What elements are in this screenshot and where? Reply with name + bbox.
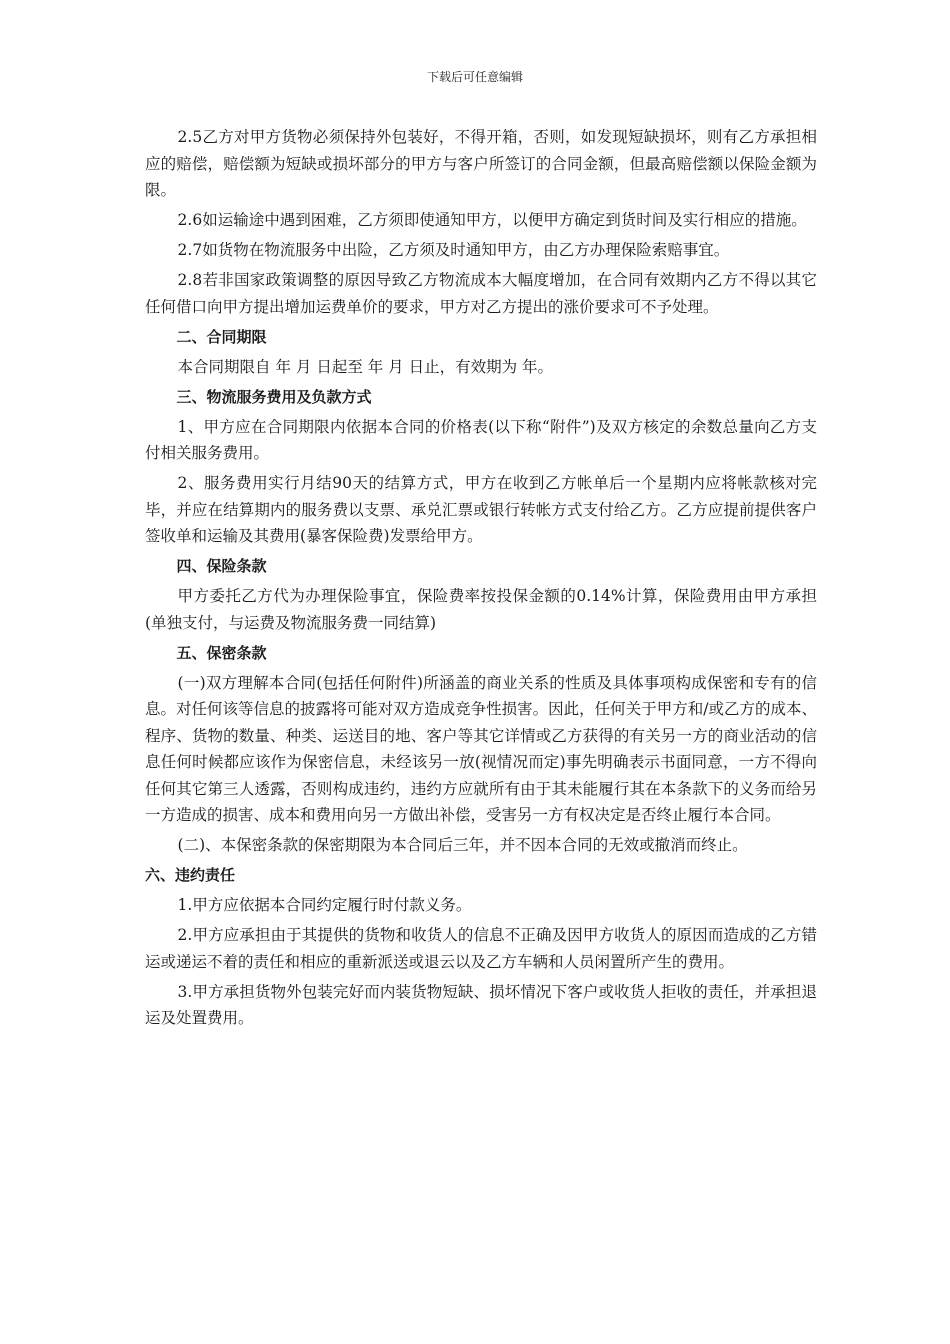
fees-clause-1: 1、甲方应在合同期限内依据本合同的价格表(以下称“附件”)及双方核定的余数总量向乙方支付相关服务费用。: [145, 417, 817, 462]
section-heading-insurance: 四、保险条款: [176, 557, 267, 575]
liability-clause-2: 2.甲方应承担由于其提供的货物和收货人的信息不正确及因甲方收货人的原因而造成的乙方错运或递运不着的责任和相应的重新派送或退云以及乙方车辆和人员闲置所产生的费用。: [145, 926, 817, 971]
page-header: 下载后可任意编辑: [426, 70, 523, 84]
insurance-paragraph: 甲方委托乙方代为办理保险事宜，保险费率按投保金额的0.14%计算，保险费用由甲方承担(单独支付，与运费及物流服务费一同结算): [145, 587, 817, 632]
confidentiality-clause-1: (一)双方理解本合同(包括任何附件)所涵盖的商业关系的性质及具体事项构成保密和专有的信息。对任何该等信息的披露将可能对双方造成竞争性损害。因此，任何关于甲方和/或乙方的成本、程序、货物的数量、种类、运送目的地、客户等其它详情或乙方获得的有关另一方的商业活动的信息任何时候都应该作为保密信息，未经该另一放(视情况而定)事先明确表示书面同意，一方不得向任何其它第三人透露，否则构成违约，违约方应就所有由于其未能履行其在本条款下的义务而给另一方造成的损害、成本和费用向另一方做出补偿，受害另一方有权决定是否终止履行本合同。: [145, 673, 817, 824]
clause-2-5: 2.5乙方对甲方货物必须保持外包装好，不得开箱，否则，如发现短缺损坏，则有乙方承担相应的赔偿，赔偿额为短缺或损坏部分的甲方与客户所签订的合同金额，但最高赔偿额以保险金额为限。: [145, 128, 817, 199]
confidentiality-clause-2: (二)、本保密条款的保密期限为本合同后三年，并不因本合同的无效或撤消而终止。: [177, 836, 748, 854]
section-heading-liability: 六、违约责任: [145, 866, 236, 884]
clause-2-7: 2.7如货物在物流服务中出险，乙方须及时通知甲方，由乙方办理保险索赔事宜。: [177, 241, 730, 259]
liability-clause-3: 3.甲方承担货物外包装完好而内装货物短缺、损坏情况下客户或收货人拒收的责任，并承担退运及处置费用。: [145, 982, 817, 1027]
fees-clause-2: 2、服务费用实行月结90天的结算方式，甲方在收到乙方帐单后一个星期内应将帐款核对完毕，并应在结算期内的服务费以支票、承兑汇票或银行转帐方式支付给乙方。乙方应提前提供客户签收单和运输及其费用(暴客保险费)发票给甲方。: [145, 474, 817, 545]
clause-2-6: 2.6如运输途中遇到困难，乙方须即使通知甲方，以便甲方确定到货时间及实行相应的措施。: [177, 211, 807, 229]
contract-term-paragraph: 本合同期限自 年 月 日起至 年 月 日止，有效期为 年。: [177, 357, 554, 376]
section-heading-confidentiality: 五、保密条款: [176, 643, 267, 662]
document-body: [145, 124, 817, 1035]
section-heading-service-fees: 三、物流服务费用及负款方式: [176, 387, 372, 406]
clause-2-8: 2.8若非国家政策调整的原因导致乙方物流成本大幅度增加，在合同有效期内乙方不得以其它任何借口向甲方提出增加运费单价的要求，甲方对乙方提出的涨价要求可不予处理。: [145, 271, 817, 316]
section-heading-contract-term: 二、合同期限: [176, 327, 267, 346]
liability-clause-1: 1.甲方应依据本合同约定履行时付款义务。: [177, 896, 472, 914]
